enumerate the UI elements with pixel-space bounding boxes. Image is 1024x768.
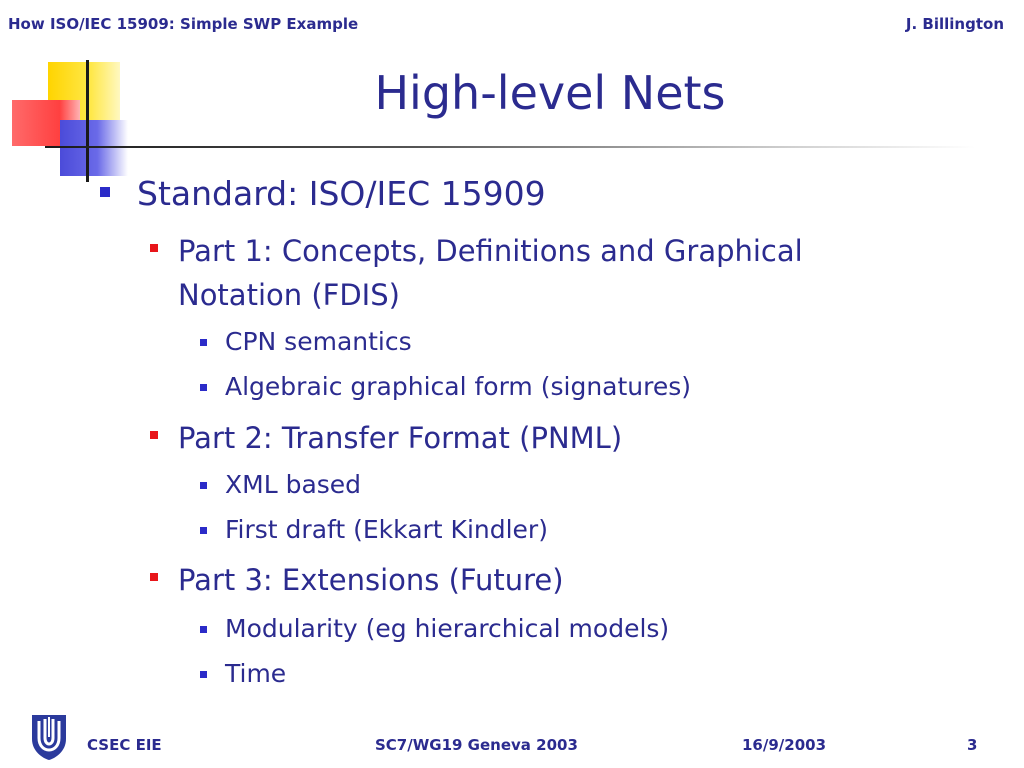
bullet-text: Time (225, 659, 287, 688)
footer-date: 16/9/2003 (742, 736, 827, 754)
footer-event: SC7/WG19 Geneva 2003 (375, 736, 578, 754)
bullet-square-icon (200, 626, 207, 633)
bullet-item (200, 657, 286, 691)
footer-page-number: 3 (967, 736, 978, 754)
bullet-item (200, 370, 691, 404)
bullet-square-icon (200, 482, 207, 489)
bullet-text: XML based (225, 470, 362, 499)
footer-org: CSEC EIE (87, 736, 162, 754)
bullet-square-icon (100, 187, 110, 197)
bullet-text: Part 3: Extensions (Future) (178, 563, 564, 597)
decoration-vertical-line (86, 60, 89, 182)
bullet-square-icon (150, 431, 158, 439)
header-left-text: How ISO/IEC 15909: Simple SWP Example (8, 15, 359, 33)
slide-title: High-level Nets (374, 66, 726, 120)
bullet-item (150, 558, 564, 602)
bullet-text: Algebraic graphical form (signatures) (225, 372, 692, 401)
bullet-text: CPN semantics (225, 327, 412, 356)
bullet-text: Part 1: Concepts, Definitions and Graphical Notation (FDIS) (178, 234, 803, 312)
bullet-square-icon (200, 671, 207, 678)
decoration-blue-square (60, 120, 128, 176)
bullet-square-icon (200, 339, 207, 346)
bullet-text: Modularity (eg hierarchical models) (225, 614, 670, 643)
bullet-item (200, 325, 412, 359)
header-right-text: J. Billington (905, 15, 1004, 33)
bullet-item (150, 229, 910, 317)
title-underline (45, 146, 975, 148)
bullet-item (100, 173, 546, 215)
title-decoration (0, 55, 180, 185)
bullet-item (200, 468, 361, 502)
bullet-square-icon (150, 244, 158, 252)
bullet-text: First draft (Ekkart Kindler) (225, 515, 548, 544)
bullet-item (150, 416, 622, 460)
bullet-item (200, 612, 669, 646)
bullet-text: Part 2: Transfer Format (PNML) (178, 421, 623, 455)
bullet-square-icon (200, 527, 207, 534)
bullet-square-icon (200, 384, 207, 391)
bullet-square-icon (150, 573, 158, 581)
bullet-item (200, 513, 548, 547)
bullet-text: Standard: ISO/IEC 15909 (137, 174, 546, 213)
university-shield-logo-icon (30, 713, 68, 761)
